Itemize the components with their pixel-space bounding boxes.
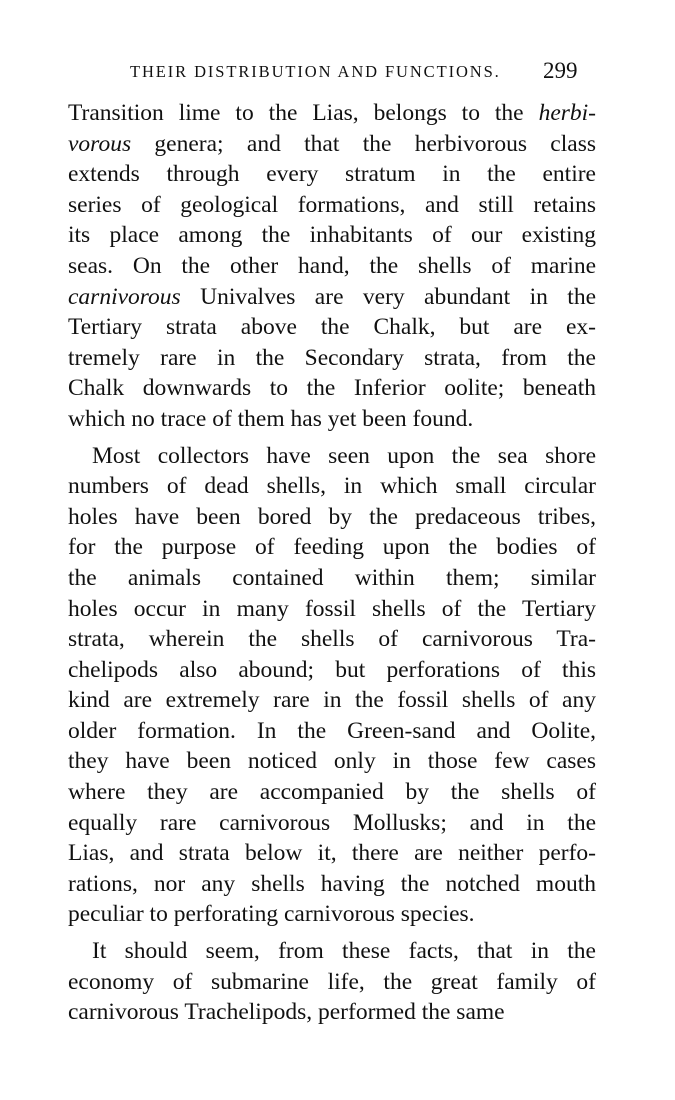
- text-run: It should seem, from these facts, that in the: [92, 938, 596, 965]
- text-run: seas. On the other hand, the shells of marine: [68, 252, 596, 279]
- text-line: [68, 441, 596, 472]
- text-line: [68, 471, 596, 502]
- text-run: holes occur in many fossil shells of the Tertiary: [68, 595, 596, 622]
- text-line: [68, 869, 596, 900]
- text-run: Most collectors have seen upon the sea shore: [92, 442, 596, 469]
- text-run: chelipods also abound; but perforations of this: [68, 656, 596, 683]
- italic-text: herbi-: [538, 100, 596, 126]
- text-line: [68, 997, 596, 1028]
- text-line: [68, 98, 596, 129]
- text-line: [68, 936, 596, 967]
- paragraph: [68, 98, 596, 435]
- text-run: numbers of dead shells, in which small circular: [68, 473, 596, 500]
- text-line: [68, 129, 596, 160]
- text-line: [68, 899, 596, 930]
- text-line: [68, 343, 596, 374]
- text-line: [68, 838, 596, 869]
- text-line: [68, 777, 596, 808]
- text-run: carnivorous Trachelipods, performed the same: [68, 999, 505, 1026]
- text-line: [68, 373, 596, 404]
- text-run: its place among the inhabitants of our existing: [68, 222, 596, 249]
- text-run: they have been noticed only in those few cases: [68, 748, 596, 775]
- text-line: [68, 563, 596, 594]
- text-line: [68, 159, 596, 190]
- text-run: Transition lime to the Lias, belongs to the: [68, 100, 539, 126]
- text-run: genera; and that the herbivorous class: [131, 130, 596, 157]
- text-line: [68, 220, 596, 251]
- text-run: series of geological formations, and still retains: [68, 191, 596, 218]
- text-run: kind are extremely rare in the fossil shells of any: [68, 687, 596, 714]
- paragraph: [68, 936, 596, 1028]
- text-run: which no trace of them has yet been found.: [68, 405, 474, 432]
- text-line: [68, 532, 596, 563]
- text-line: [68, 251, 596, 282]
- text-line: [68, 282, 596, 313]
- text-line: [68, 967, 596, 998]
- text-line: [68, 655, 596, 686]
- running-head-title: THEIR DISTRIBUTION AND FUNCTIONS.: [130, 62, 501, 81]
- text-run: strata, wherein the shells of carnivorous Tra-: [68, 626, 596, 653]
- running-head: [0, 52, 675, 86]
- text-run: Univalves are very abundant in the: [180, 283, 596, 310]
- text-run: tremely rare in the Secondary strata, from the: [68, 344, 596, 371]
- page-number: 299: [543, 58, 578, 83]
- italic-text: vorous: [68, 130, 132, 157]
- text-line: [68, 594, 596, 625]
- text-line: [68, 746, 596, 777]
- text-run: Lias, and strata below it, there are neither perfo-: [68, 840, 596, 867]
- text-line: [68, 624, 596, 655]
- text-line: [68, 190, 596, 221]
- text-run: Chalk downwards to the Inferior oolite; beneath: [68, 375, 596, 402]
- text-line: [68, 716, 596, 747]
- text-line: [68, 808, 596, 839]
- text-run: the animals contained within them; similar: [68, 564, 596, 591]
- text-run: equally rare carnivorous Mollusks; and in the: [68, 809, 596, 836]
- text-line: [68, 685, 596, 716]
- text-run: for the purpose of feeding upon the bodies of: [68, 534, 596, 561]
- text-run: economy of submarine life, the great family of: [68, 968, 596, 995]
- text-line: [68, 404, 596, 435]
- text-run: older formation. In the Green-sand and Oolite,: [68, 717, 596, 744]
- paragraph: [68, 441, 596, 931]
- italic-text: carnivorous: [68, 283, 181, 310]
- text-run: where they are accompanied by the shells of: [68, 779, 596, 806]
- text-run: Tertiary strata above the Chalk, but are ex-: [68, 314, 596, 341]
- text-run: extends through every stratum in the entire: [68, 161, 596, 188]
- text-line: [68, 312, 596, 343]
- text-run: rations, nor any shells having the notched mouth: [68, 870, 596, 897]
- text-run: peculiar to perforating carnivorous species.: [68, 901, 475, 928]
- text-line: [68, 502, 596, 533]
- text-run: holes have been bored by the predaceous tribes,: [68, 503, 596, 530]
- body-text: [68, 98, 596, 1028]
